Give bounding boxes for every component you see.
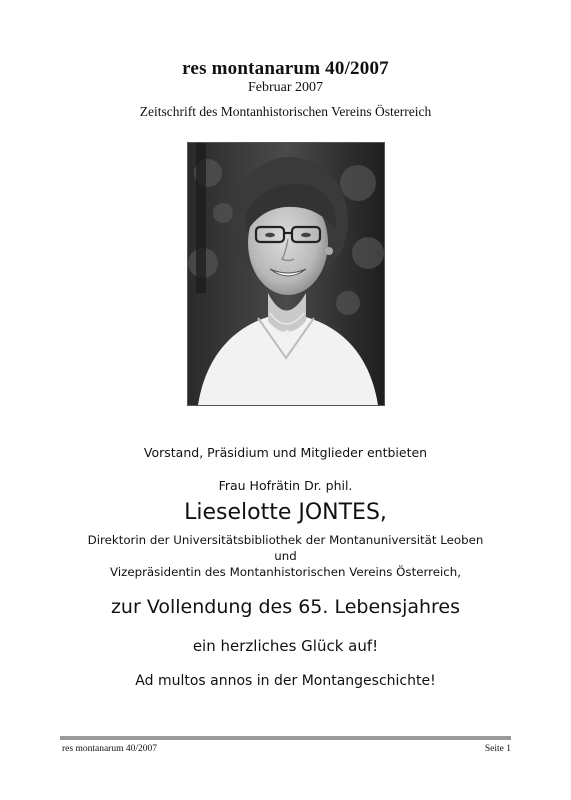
role-conjunction: und (274, 549, 297, 563)
portrait-photo (187, 142, 385, 406)
journal-title: res montanarum 40/2007 (182, 58, 389, 79)
closing-wish: Ad multos annos in der Montangeschichte! (135, 673, 436, 689)
footer-divider (60, 736, 511, 740)
page-number: Seite 1 (484, 744, 511, 754)
honoree-name: Lieselotte JONTES, (184, 500, 387, 525)
birthday-occasion: zur Vollendung des 65. Lebensjahres (110, 596, 461, 618)
role-director: Direktorin der Universitätsbibliothek der Montanuniversität Leoben (87, 533, 484, 547)
congratulation: ein herzliches Glück auf! (192, 637, 379, 655)
journal-subtitle: Zeitschrift des Montanhistorischen Vereins Österreich (139, 104, 432, 119)
greeting-intro: Vorstand, Präsidium und Mitglieder entbieten (143, 445, 428, 460)
honorific: Frau Hofrätin Dr. phil. (218, 478, 353, 493)
role-vice-president: Vizepräsidentin des Montanhistorischen Vereins Österreich, (110, 565, 461, 579)
issue-date: Februar 2007 (247, 80, 324, 95)
footer-journal: res montanarum 40/2007 (62, 744, 157, 754)
